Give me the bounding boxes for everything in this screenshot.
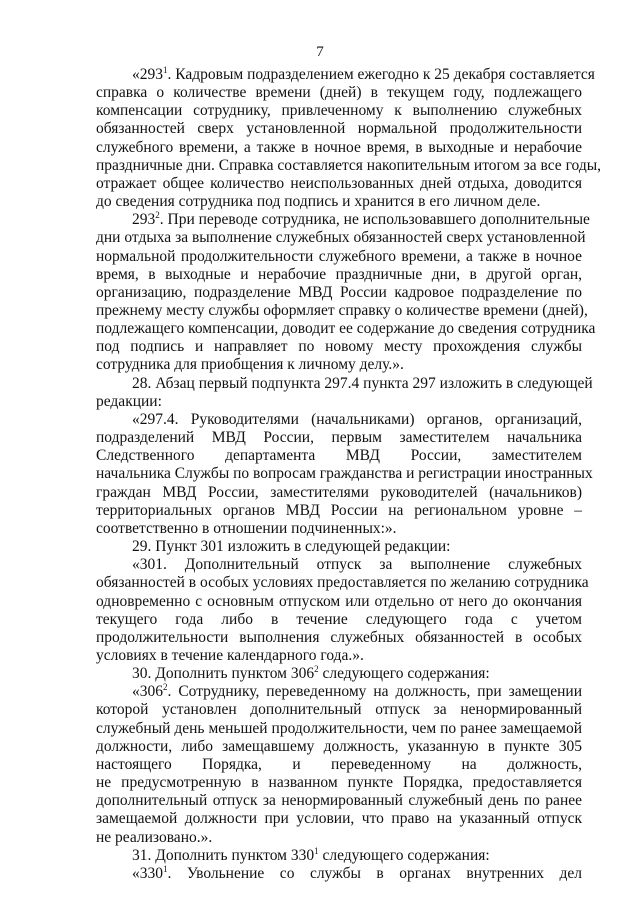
- text-line: «297.4. Руководителями (начальниками) органов, организаций,: [132, 411, 582, 428]
- text-line: дополнительный отпуск за ненормированный служебный день по ранее: [96, 792, 582, 809]
- page-number: 7: [316, 44, 324, 60]
- text-line: справка о количестве времени (дней) в текущем году, подлежащего: [96, 84, 582, 101]
- text-line: должности, либо замещавшему должность, указанную в пункте 305: [96, 738, 582, 755]
- text-line: нормальной продолжительности служебного времени, а также в ночное: [96, 248, 582, 265]
- text-line: служебный день меньшей продолжительности, чем по ранее замещаемой: [96, 720, 582, 737]
- text-line: отражает общее количество неиспользованных дней отдыха, доводится: [96, 175, 582, 192]
- text-line: не предусмотренную в названном пункте Порядка, предоставляется: [96, 774, 582, 791]
- text-line: прежнему месту службы оформляет справку о количестве времени (дней),: [96, 302, 588, 319]
- text-line: территориальных органов МВД России на региональном уровне –: [96, 502, 582, 519]
- text-line: «$293^1$. Кадровым подразделением ежегодно к 25 декабря составляется: [132, 65, 595, 83]
- text-line: подразделений МВД России, первым заместителем начальника: [96, 429, 582, 446]
- text-line: праздничные дни. Справка составляется накопительным итогом за все годы,: [96, 157, 602, 174]
- text-line: редакции:: [96, 393, 162, 410]
- text-line: «301. Дополнительный отпуск за выполнение служебных: [132, 556, 582, 573]
- text-line: сотрудника для приобщения к личному делу.».: [96, 356, 404, 373]
- text-line: одновременно с основным отпуском или отдельно от него до окончания: [96, 593, 582, 610]
- text-line: до сведения сотрудника под подпись и хранится в его личном деле.: [96, 193, 541, 210]
- text-line: 31. Дополнить пунктом $330^1$ следующего содержания:: [132, 846, 490, 864]
- text-line: 30. Дополнить пунктом $306^2$ следующего содержания:: [132, 664, 490, 682]
- text-line: 29. Пункт 301 изложить в следующей редакции:: [132, 538, 451, 555]
- text-line: соответственно в отношении подчиненных:».: [96, 520, 397, 537]
- text-line: начальника Службы по вопросам гражданства и регистрации иностранных: [96, 465, 593, 482]
- text-line: дни отдыха за выполнение служебных обязанностей сверх установленной: [96, 229, 586, 246]
- text-line: Следственного департамента МВД России, заместителем: [96, 447, 582, 464]
- text-line: продолжительности выполнения служебных обязанностей в особых: [96, 629, 582, 646]
- text-line: «$330^1$. Увольнение со службы в органах внутренних дел: [132, 864, 582, 882]
- text-line: «$306^2$. Сотруднику, переведенному на должность, при замещении: [132, 682, 582, 700]
- text-line: компенсации сотруднику, привлеченному к выполнению служебных: [96, 102, 582, 119]
- text-line: 28. Абзац первый подпункта 297.4 пункта 297 изложить в следующей: [132, 375, 593, 392]
- text-line: обязанностей сверх установленной нормальной продолжительности: [96, 120, 582, 137]
- text-line: под подпись и направляет по новому месту прохождения службы: [96, 338, 582, 355]
- text-line: условиях в течение календарного года.».: [96, 647, 364, 664]
- text-line: текущего года либо в течение следующего года с учетом: [96, 611, 582, 628]
- text-line: $293^2$. При переводе сотрудника, не использовавшего дополнительные: [132, 210, 590, 228]
- text-line: замещаемой должности при условии, что право на указанный отпуск: [96, 810, 582, 827]
- text-line: обязанностей в особых условиях предоставляется по желанию сотрудника: [96, 574, 589, 591]
- text-line: настоящего Порядка, и переведенному на должность,: [96, 756, 582, 773]
- text-line: служебного времени, а также в ночное время, в выходные и нерабочие: [96, 139, 582, 156]
- text-line: которой установлен дополнительный отпуск за ненормированный: [96, 701, 582, 718]
- text-line: организацию, подразделение МВД России кадровое подразделение по: [96, 284, 582, 301]
- text-line: граждан МВД России, заместителями руководителей (начальников): [96, 484, 582, 501]
- text-line: подлежащего компенсации, доводит ее содержание до сведения сотрудника: [96, 320, 596, 337]
- text-line: не реализовано.».: [96, 829, 213, 846]
- text-line: время, в выходные и нерабочие праздничные дни, в другой орган,: [96, 266, 582, 283]
